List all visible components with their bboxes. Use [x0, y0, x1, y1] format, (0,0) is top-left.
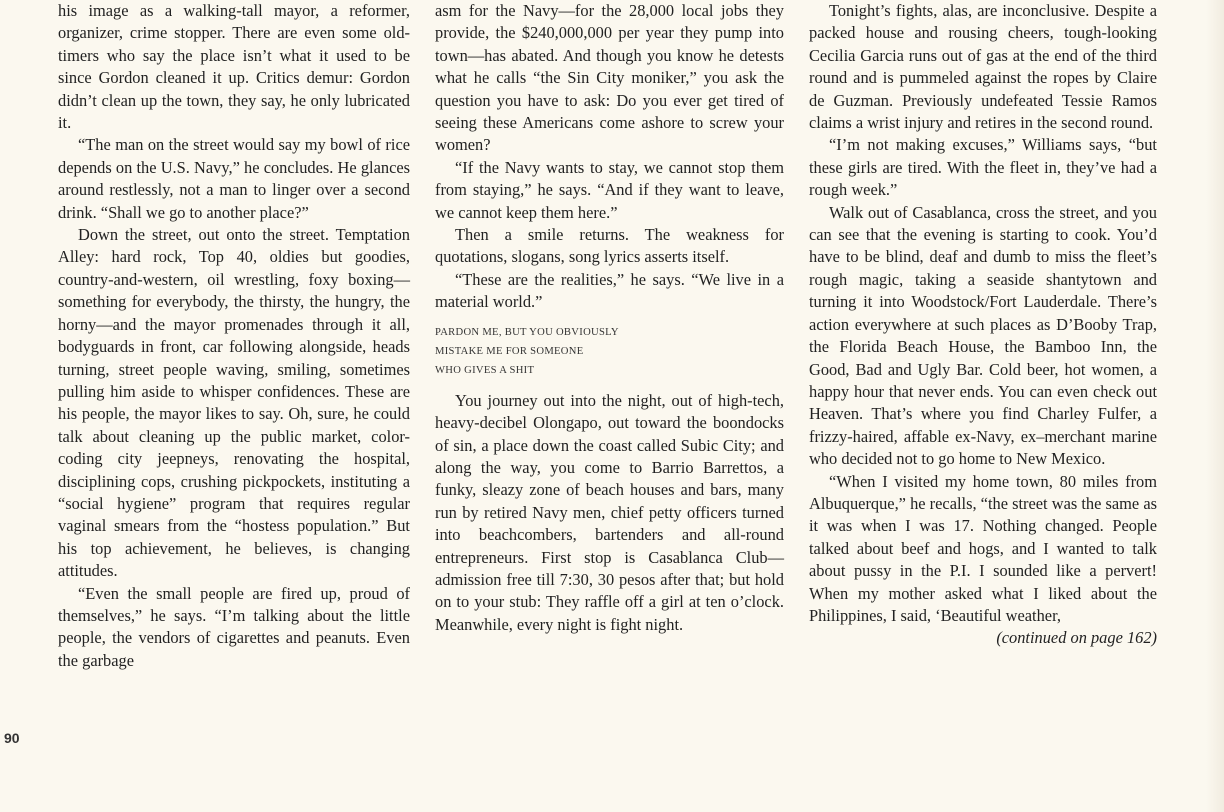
paragraph: Down the street, out onto the street. Temptation Alley: hard rock, Top 40, oldies but goodies, country-and-western, oil wrestling, foxy boxing—something for everybody, the thirsty, the hungry, the horny—and the mayor promenades through it all, bodyguards in front, car following alongside, heads turning, street people waving, smiling, sometimes pulling him aside to whisper confidences. These are his people, the mayor likes to say. Oh, sure, he could talk about cleaning up the public market, color-coding city jeepneys, renovating the hospital, disciplining cops, crushing pickpockets, instituting a “social hygiene” program that requires regular vaginal smears from the “hostess population.” But his top achievement, he believes, is changing attitudes. [58, 225, 410, 581]
page-number: 90 [4, 730, 20, 746]
continued-note: (continued on page 162) [996, 628, 1157, 648]
paragraph: “The man on the street would say my bowl of rice depends on the U.S. Navy,” he concludes. He glances around restlessly, not a man to linger over a second drink. “Shall we go to another place?” [58, 135, 410, 222]
paragraph: “Even the small people are fired up, proud of themselves,” he says. “I’m talking about the little people, the vendors of cigarettes and peanuts. Even the garbage [58, 583, 410, 670]
paragraph: his image as a walking-tall mayor, a reformer, organizer, crime stopper. There are even some old-timers who say the place isn’t what it used to be since Gordon cleaned it up. Critics demur: Gordon didn’t clean up the town, they say, he only lubricated it. [58, 1, 410, 133]
paragraph: “These are the realities,” he says. “We live in a material world.” [435, 269, 784, 312]
article-column-2 [435, 0, 784, 636]
paragraph: “I’m not making excuses,” Williams says, “but these girls are tired. With the fleet in, they’ve had a rough week.” [809, 135, 1157, 200]
article-column-1 [58, 0, 410, 672]
paragraph: Tonight’s fights, alas, are inconclusive. Despite a packed house and rousing cheers, tough-looking Cecilia Garcia runs out of gas at the end of the third round and is pummeled against the ropes by Claire de Guzman. Previously undefeated Tessie Ramos claims a wrist injury and retires in the second round. [809, 1, 1157, 133]
song-lyric-block [435, 323, 784, 380]
paragraph: You journey out into the night, out of high-tech, heavy-decibel Olongapo, out toward the boondocks of sin, a place down the coast called Subic City; and along the way, you come to Barrio Barrettos, a funky, sleazy zone of beach houses and bars, many run by retired Navy men, chief petty officers turned into beachcombers, bartenders and all-round entrepreneurs. First stop is Casablanca Club—admission free till 7:30, 30 pesos after that; but hold on to your stub: They raffle off a girl at ten o’clock. Meanwhile, every night is fight night. [435, 390, 784, 634]
lyric-line: WHO GIVES A SHIT [435, 364, 535, 376]
lyric-line: MISTAKE ME FOR SOMEONE [435, 345, 584, 357]
paragraph: Walk out of Casablanca, cross the street, and you can see that the evening is starting to cook. You’d have to be blind, deaf and dumb to miss the fleet’s rough magic, taking a seaside shantytown and turning it into Woodstock/Fort Lauderdale. There’s action everywhere at such places as D’Booby Trap, the Florida Beach House, the Bamboo Inn, the Good, Bad and Ugly Bar. Cold beer, hot women, a happy hour that never ends. You can even check out Heaven. That’s where you find Charley Fulfer, a frizzy-haired, affable ex-Navy, ex–merchant marine who decided not to go home to New Mexico. [809, 202, 1157, 469]
article-column-3 [809, 0, 1157, 650]
lyric-line: PARDON ME, BUT YOU OBVIOUSLY [435, 326, 619, 338]
paragraph: “If the Navy wants to stay, we cannot stop them from staying,” he says. “And if they want to leave, we cannot keep them here.” [435, 157, 784, 222]
page-edge-shadow [1206, 0, 1224, 812]
paragraph: asm for the Navy—for the 28,000 local jobs they provide, the $240,000,000 per year they pump into town—has abated. And though you know he detests what he calls “the Sin City moniker,” you ask the question you have to ask: Do you ever get tired of seeing these Americans come ashore to screw your women? [435, 1, 784, 155]
paragraph: Then a smile returns. The weakness for quotations, slogans, song lyrics asserts itself. [435, 225, 784, 267]
paragraph: “When I visited my home town, 80 miles from Albuquerque,” he recalls, “the street was the same as it was when I was 17. Nothing changed. People talked about beef and hogs, and I wanted to talk about pussy in the P.I. I sounded like a pervert! When my mother asked what I liked about the Philippines, I said, ‘Beautiful weather, [809, 471, 1157, 625]
